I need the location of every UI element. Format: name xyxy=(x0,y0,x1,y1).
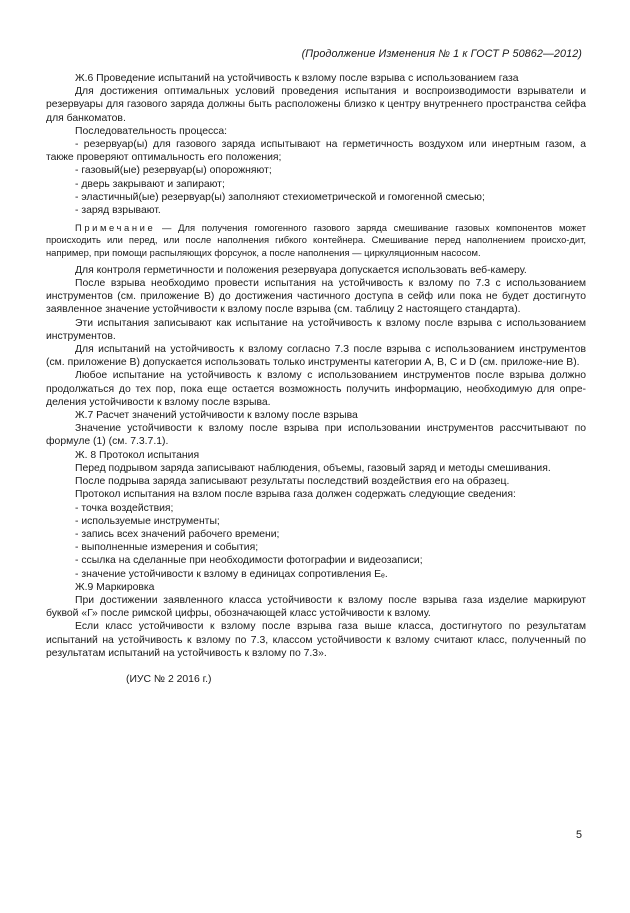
amendment-reference: (ИУС № 2 2016 г.) xyxy=(126,673,212,685)
paragraph: Ж.7 Расчет значений устойчивости к взлому после взрыва xyxy=(75,410,358,422)
section-zh6 xyxy=(46,72,586,217)
paragraph: Для контроля герметичности и положения резервуара допускается использовать веб-камеру. xyxy=(75,264,527,276)
list-item: - ссылка на сделанные при необходимости фотографии и видеозаписи; xyxy=(75,555,423,567)
section-zh6-continued xyxy=(46,264,586,660)
paragraph: После взрыва необходимо провести испытания на устойчивость к взлому по 7.3 с использованием инструментов (см. приложение В) до достижения частичного доступа в сейф или пока не будет достигнуто заявленное значение устойчивости к взлому после взрыва (см. таблицу 2 настоящего стандарта). xyxy=(46,278,586,316)
list-item: - эластичный(ые) резервуар(ы) заполняют стехиометрической и гомогенной смесью; xyxy=(75,191,485,203)
paragraph: После подрыва заряда записывают результаты последствий воздействия его на образец. xyxy=(75,476,510,488)
list-item: - запись всех значений рабочего времени; xyxy=(75,528,280,540)
note-text: — Для получения гомогенного газового заряда смешивание газовых компонентов может происходить или перед, или после наполнения гибкого контейнера. Смешивание перед наполнением происхо-дит, например, при помощи распыляющих форсунок, а после наполнения — циркуляционным насосом. xyxy=(46,222,586,258)
paragraph: Для испытаний на устойчивость к взлому согласно 7.3 после взрыва с использованием инструментов (см. приложение В) допускается использовать только инструменты категории A, B, C и D (см. приложе-ние В). xyxy=(46,344,586,369)
paragraph: Ж.9 Маркировка xyxy=(75,581,155,593)
paragraph: Перед подрывом заряда записывают наблюдения, объемы, газовый заряд и методы смешивания. xyxy=(75,462,551,474)
list-item: - используемые инструменты; xyxy=(75,515,220,527)
list-item: - резервуар(ы) для газового заряда испытывают на герметичность воздухом или инертным газом, а также проверяют оптимальность его положения; xyxy=(46,139,586,164)
paragraph: Если класс устойчивости к взлому после взрыва газа выше класса, достигнутого по результатам испытаний на устойчивость к взлому по 7.3, классом устойчивости к взлому считают класс, полученный по результатам испытаний на устойчивость к взлому по 7.3». xyxy=(46,621,586,659)
note-label: Примечание xyxy=(75,222,156,234)
paragraph: Протокол испытания на взлом после взрыва газа должен содержать следующие сведения: xyxy=(75,489,516,501)
note-paragraph xyxy=(46,222,586,259)
list-item: - значение устойчивости к взлому в единицах сопротивления Eₑ. xyxy=(75,568,388,580)
document-body xyxy=(46,72,586,686)
list-item: - дверь закрывают и запирают; xyxy=(75,178,225,190)
page-header: (Продолжение Изменения № 1 к ГОСТ Р 50862—2012) xyxy=(301,48,582,60)
paragraph: Последовательность процесса: xyxy=(75,125,228,137)
list-item: - точка воздействия; xyxy=(75,502,174,514)
paragraph: Ж. 8 Протокол испытания xyxy=(75,449,200,461)
paragraph: Ж.6 Проведение испытаний на устойчивость к взлому после взрыва с использованием газа xyxy=(75,73,519,84)
list-item: - газовый(ые) резервуар(ы) опорожняют; xyxy=(75,165,272,177)
paragraph: Эти испытания записывают как испытание на устойчивость к взлому после взрыва с использованием инструментов. xyxy=(46,317,586,342)
page-number: 5 xyxy=(575,829,582,841)
paragraph: Любое испытание на устойчивость к взлому с использованием инструментов после взрыва должно продолжаться до тех пор, пока еще остается возможность получить информацию, необходимую для опре-деления устойчивости к взлому после взрыва. xyxy=(46,370,586,408)
list-item: - заряд взрывают. xyxy=(75,205,161,217)
paragraph: Для достижения оптимальных условий проведения испытания и воспроизводимости взрыватели и резервуары для газового заряда должны быть расположены близко к центру внутреннего пространства сейфа для банкоматов. xyxy=(46,86,586,124)
list-item: - выполненные измерения и события; xyxy=(75,542,259,554)
paragraph: Значение устойчивости к взлому после взрыва при использовании инструментов рассчитывают по формуле (1) (см. 7.3.7.1). xyxy=(46,423,586,448)
paragraph: При достижении заявленного класса устойчивости к взлому после взрыва газа изделие маркируют буквой «Г» после римской цифры, обозначающей класс устойчивости к взлому. xyxy=(46,594,586,620)
